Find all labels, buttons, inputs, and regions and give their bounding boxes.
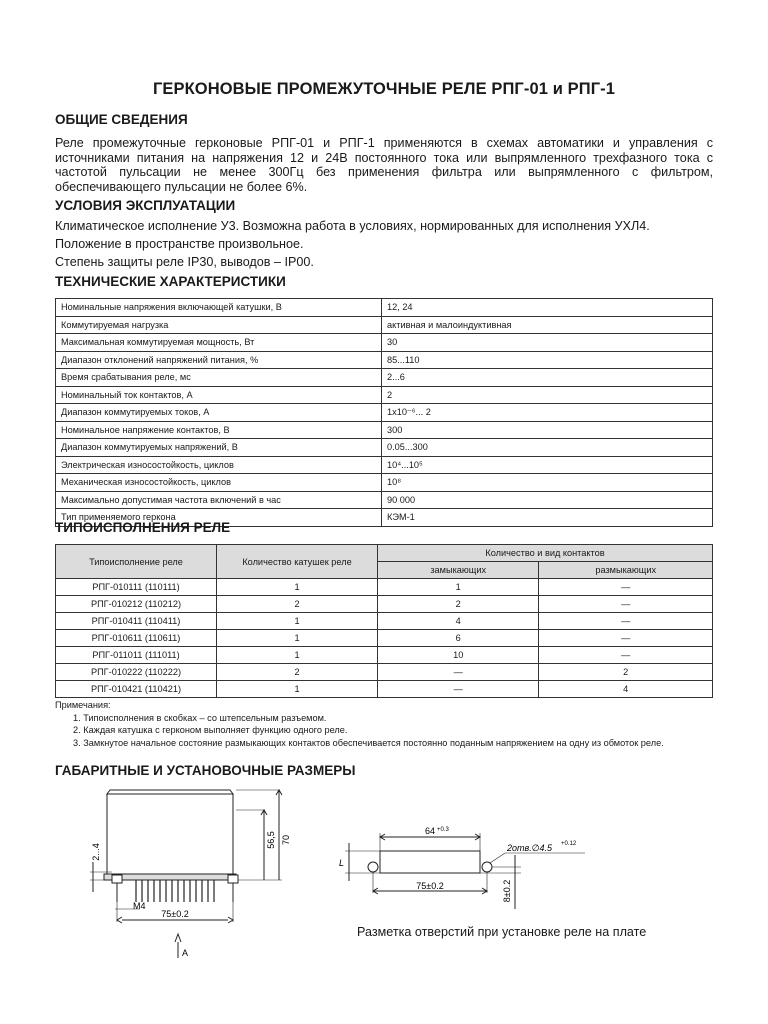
- note-item: 3. Замкнутое начальное состояние размыкающих контактов обеспечивается постоянно поданным напряжением на одну из обмоток реле.: [73, 737, 664, 748]
- closing-cell: 10: [378, 647, 539, 664]
- col-variant: Типоисполнение реле: [56, 545, 217, 579]
- dim-8: 8±0.2: [502, 879, 512, 903]
- spec-name: Электрическая износостойкость, циклов: [56, 456, 382, 474]
- col-coils: Количество катушек реле: [217, 545, 378, 579]
- opening-cell: 2: [539, 664, 713, 681]
- specs-table: [55, 298, 713, 527]
- variant-cell: РПГ-010411 (110411): [56, 613, 217, 630]
- closing-cell: —: [378, 664, 539, 681]
- closing-cell: 2: [378, 596, 539, 613]
- variant-cell: РПГ-010212 (110212): [56, 596, 217, 613]
- spec-value: 0.05...300: [382, 439, 713, 457]
- dim-holes-tol: +0.12: [561, 841, 577, 847]
- spec-name: Номинальные напряжения включающей катушки, В: [56, 299, 382, 317]
- type-row: [56, 630, 713, 647]
- spec-row: [56, 439, 713, 457]
- closing-cell: 6: [378, 630, 539, 647]
- spec-value: 90 000: [382, 491, 713, 509]
- dim-75-right: 75±0.2: [416, 881, 444, 891]
- note-item: 1. Типоисполнения в скобках – со штепсельным разъемом.: [73, 712, 327, 723]
- coils-cell: 1: [217, 630, 378, 647]
- general-heading: ОБЩИЕ СВЕДЕНИЯ: [55, 112, 188, 127]
- spec-row: [56, 299, 713, 317]
- types-table: [55, 544, 713, 698]
- spec-name: Максимально допустимая частота включений в час: [56, 491, 382, 509]
- coils-cell: 1: [217, 613, 378, 630]
- spec-name: Диапазон коммутируемых токов, А: [56, 404, 382, 422]
- spec-row: [56, 421, 713, 439]
- coils-cell: 1: [217, 681, 378, 698]
- spec-name: Номинальный ток контактов, А: [56, 386, 382, 404]
- spec-row: [56, 334, 713, 352]
- spec-value: активная и малоиндуктивная: [382, 316, 713, 334]
- variant-cell: РПГ-010611 (110611): [56, 630, 217, 647]
- variant-cell: РПГ-010421 (110421): [56, 681, 217, 698]
- col-closing: замыкающих: [378, 562, 539, 579]
- spec-value: 10⁸: [382, 474, 713, 492]
- spec-name: Коммутируемая нагрузка: [56, 316, 382, 334]
- spec-row: [56, 386, 713, 404]
- opening-cell: —: [539, 630, 713, 647]
- closing-cell: 4: [378, 613, 539, 630]
- notes-title: Примечания:: [55, 700, 111, 710]
- spec-row: [56, 404, 713, 422]
- specs-heading: ТЕХНИЧЕСКИЕ ХАРАКТЕРИСТИКИ: [55, 274, 286, 289]
- spec-name: Диапазон коммутируемых напряжений, В: [56, 439, 382, 457]
- operation-line: Положение в пространстве произвольное.: [55, 237, 304, 251]
- spec-name: Номинальное напряжение контактов, В: [56, 421, 382, 439]
- spec-row: [56, 456, 713, 474]
- coils-cell: 2: [217, 664, 378, 681]
- dim-70: 70: [281, 834, 291, 846]
- coils-cell: 2: [217, 596, 378, 613]
- variant-cell: РПГ-010111 (110111): [56, 579, 217, 596]
- spec-name: Максимальная коммутируемая мощность, Вт: [56, 334, 382, 352]
- view-a: A: [182, 948, 189, 958]
- type-row: [56, 681, 713, 698]
- spec-value: 1х10⁻⁶... 2: [382, 404, 713, 422]
- general-text: Реле промежуточные герконовые РПГ-01 и РПГ-1 применяются в схемах автоматики и управления с источниками питания на напряжения 12 и 24В постоянного тока или выпрямленного трехфазного тока с частотой пульсации не менее 300Гц без применения фильтра или выпрямленного с фильтром, обеспечивающего пульсации не более 6%.: [55, 136, 713, 194]
- spec-row: [56, 491, 713, 509]
- spec-name: Тип применяемого геркона: [56, 509, 382, 527]
- spec-name: Время срабатывания реле, мс: [56, 369, 382, 387]
- closing-cell: —: [378, 681, 539, 698]
- spec-name: Механическая износостойкость, циклов: [56, 474, 382, 492]
- opening-cell: —: [539, 647, 713, 664]
- spec-value: 300: [382, 421, 713, 439]
- dim-56-5: 56,5: [266, 831, 276, 849]
- spec-value: 10⁴...10⁵: [382, 456, 713, 474]
- type-row: [56, 596, 713, 613]
- marking-caption: Разметка отверстий при установке реле на плате: [357, 925, 647, 939]
- page-title: ГЕРКОНОВЫЕ ПРОМЕЖУТОЧНЫЕ РЕЛЕ РПГ-01 и РПГ-1: [152, 80, 616, 98]
- spec-row: [56, 369, 713, 387]
- coils-cell: 1: [217, 647, 378, 664]
- note-item: 2. Каждая катушка с герконом выполняет функцию одного реле.: [73, 725, 348, 735]
- operation-line: Климатическое исполнение У3. Возможна работа в условиях, нормированных для исполнения УХЛ4.: [55, 219, 650, 233]
- hole-marking-drawing: [325, 825, 595, 915]
- dim-holes: 2отв.∅4.5: [507, 843, 553, 853]
- spec-value: 85...110: [382, 351, 713, 369]
- closing-cell: 1: [378, 579, 539, 596]
- dim-l: L: [339, 858, 345, 868]
- dim-2-4: 2...4: [91, 843, 101, 861]
- variant-cell: РПГ-011011 (111011): [56, 647, 217, 664]
- opening-cell: 4: [539, 681, 713, 698]
- type-row: [56, 664, 713, 681]
- dimensions-heading: ГАБАРИТНЫЕ И УСТАНОВОЧНЫЕ РАЗМЕРЫ: [55, 763, 356, 778]
- coils-cell: 1: [217, 579, 378, 596]
- col-opening: размыкающих: [539, 562, 713, 579]
- notes: [55, 699, 715, 749]
- spec-value: КЭМ-1: [382, 509, 713, 527]
- opening-cell: —: [539, 596, 713, 613]
- operation-line: Степень защиты реле IP30, выводов – IP00.: [55, 255, 314, 269]
- operation-heading: УСЛОВИЯ ЭКСПЛУАТАЦИИ: [55, 198, 236, 213]
- type-row: [56, 579, 713, 596]
- opening-cell: —: [539, 613, 713, 630]
- spec-value: 2...6: [382, 369, 713, 387]
- opening-cell: —: [539, 579, 713, 596]
- spec-row: [56, 316, 713, 334]
- type-row: [56, 647, 713, 664]
- spec-value: 12, 24: [382, 299, 713, 317]
- type-row: [56, 613, 713, 630]
- spec-value: 2: [382, 386, 713, 404]
- spec-name: Диапазон отклонений напряжений питания, %: [56, 351, 382, 369]
- dim-64-tol: +0.3: [437, 827, 449, 833]
- col-contacts: Количество и вид контактов: [378, 545, 713, 562]
- dim-64: 64: [425, 826, 436, 836]
- spec-row: [56, 351, 713, 369]
- dim-m4: M4: [133, 901, 146, 911]
- dim-75: 75±0.2: [161, 909, 189, 919]
- variant-cell: РПГ-010222 (110222): [56, 664, 217, 681]
- relay-side-drawing: [90, 782, 320, 962]
- spec-row: [56, 474, 713, 492]
- spec-value: 30: [382, 334, 713, 352]
- types-heading: ТИПОИСПОЛНЕНИЯ РЕЛЕ: [55, 520, 231, 535]
